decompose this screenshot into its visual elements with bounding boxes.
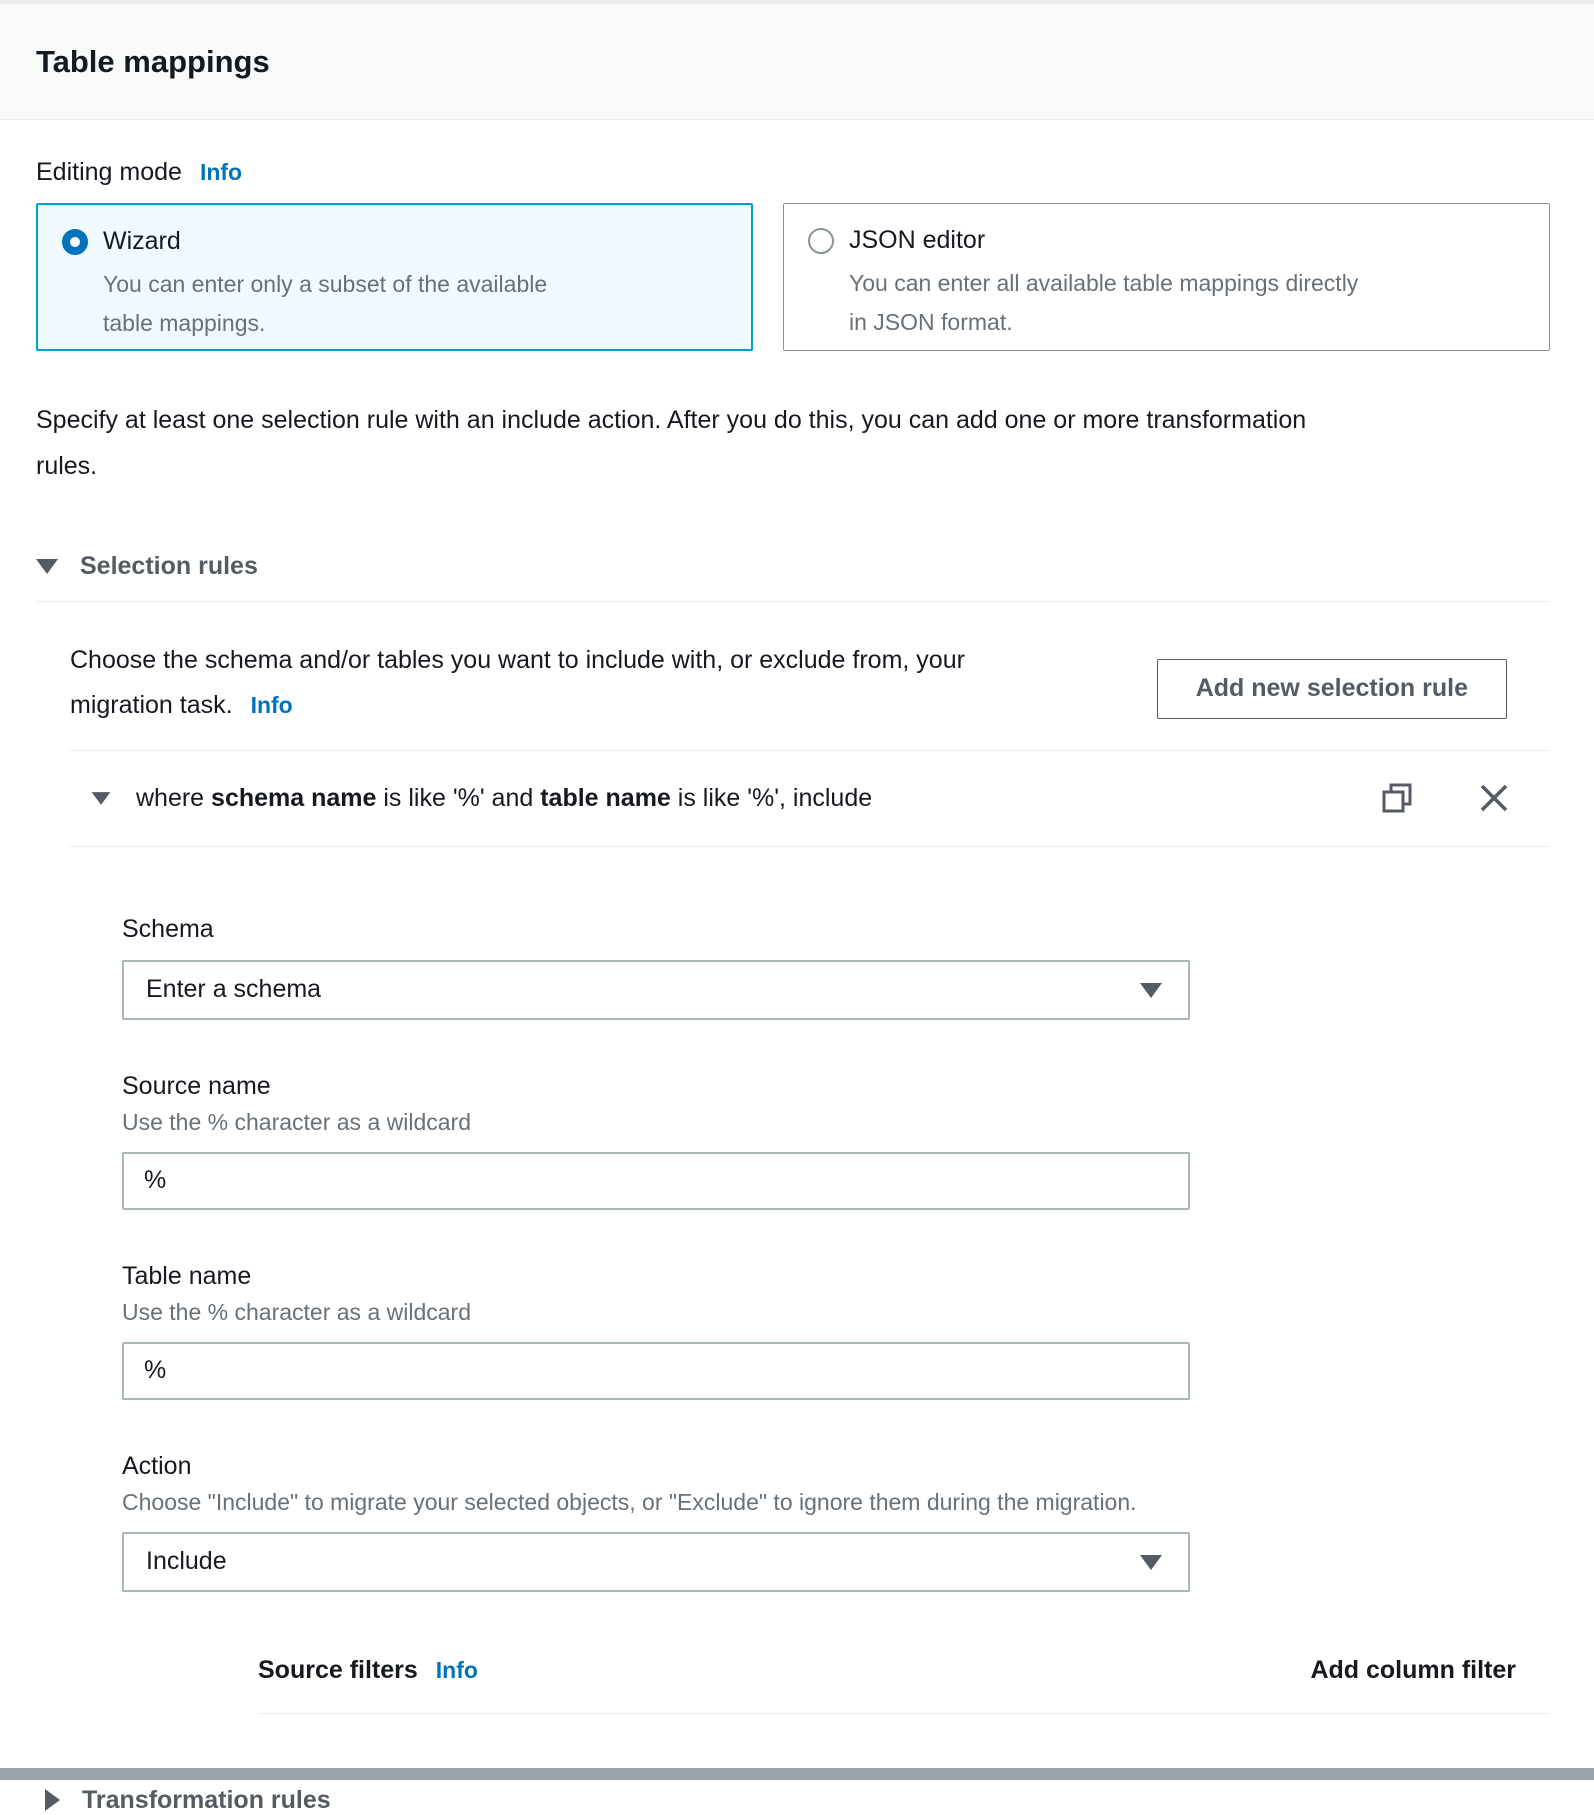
schema-select[interactable] xyxy=(122,960,1190,1020)
editing-mode-option-wizard[interactable] xyxy=(36,203,753,351)
source-filters-label: Source filters xyxy=(258,1655,418,1684)
dropdown-caret-icon xyxy=(1140,1555,1162,1570)
schema-select-value: Enter a schema xyxy=(146,975,322,1003)
selection-rules-info-link[interactable]: Info xyxy=(250,691,293,718)
action-label: Action xyxy=(122,1451,192,1480)
source-name-input[interactable] xyxy=(122,1152,1190,1210)
rule-summary-text: where schema name is like '%' and table name is like '%', include xyxy=(136,783,873,812)
bottom-strip xyxy=(0,1768,1594,1780)
table-name-input[interactable] xyxy=(122,1342,1190,1400)
chevron-down-icon[interactable] xyxy=(36,559,58,574)
json-editor-option-description: You can enter all available table mappings directly in JSON format. xyxy=(849,270,1359,336)
add-column-filter-button[interactable]: Add column filter xyxy=(1310,1655,1516,1684)
action-select[interactable] xyxy=(122,1532,1190,1592)
source-name-label: Source name xyxy=(122,1071,271,1100)
editing-mode-info-link[interactable]: Info xyxy=(199,159,243,185)
json-editor-option-label: JSON editor xyxy=(849,226,986,254)
transformation-rules-heading[interactable] xyxy=(45,1786,1550,1815)
source-filters-info-link[interactable]: Info xyxy=(435,1656,478,1683)
copy-icon[interactable] xyxy=(1380,781,1414,815)
selection-rules-heading-label: Selection rules xyxy=(80,551,258,580)
divider xyxy=(258,1713,1550,1714)
editing-mode-label: Editing mode xyxy=(36,158,182,186)
add-new-selection-rule-button[interactable]: Add new selection rule xyxy=(1157,659,1507,719)
rule-expand-chevron-down-icon[interactable] xyxy=(92,792,111,805)
divider xyxy=(70,846,1550,847)
selection-rules-description: Choose the schema and/or tables you want to include with, or exclude from, your migration task. Info xyxy=(70,645,965,719)
divider xyxy=(36,601,1550,602)
radio-selected-icon[interactable] xyxy=(62,229,88,255)
page-title: Table mappings xyxy=(36,43,270,79)
dropdown-caret-icon xyxy=(1140,983,1162,998)
selection-rules-heading[interactable] xyxy=(36,552,1550,581)
action-select-value: Include xyxy=(146,1547,227,1575)
wizard-option-label: Wizard xyxy=(103,227,181,255)
radio-unselected-icon[interactable] xyxy=(808,228,834,254)
source-name-helper: Use the % character as a wildcard xyxy=(122,1108,471,1135)
chevron-right-icon[interactable] xyxy=(45,1789,60,1811)
schema-label: Schema xyxy=(122,914,214,943)
intro-text: Specify at least one selection rule with an include action. After you do this, you can add one or more transformation rules. xyxy=(36,406,1307,481)
editing-mode-option-json-editor[interactable] xyxy=(783,203,1550,351)
table-name-label: Table name xyxy=(122,1261,252,1290)
page-header xyxy=(0,4,1594,120)
table-name-helper: Use the % character as a wildcard xyxy=(122,1298,471,1325)
transformation-rules-heading-label: Transformation rules xyxy=(82,1785,331,1814)
wizard-option-description: You can enter only a subset of the available table mappings. xyxy=(103,271,548,337)
action-helper: Choose "Include" to migrate your selected objects, or "Exclude" to ignore them during the migration. xyxy=(122,1488,1137,1515)
close-icon[interactable] xyxy=(1478,782,1510,814)
